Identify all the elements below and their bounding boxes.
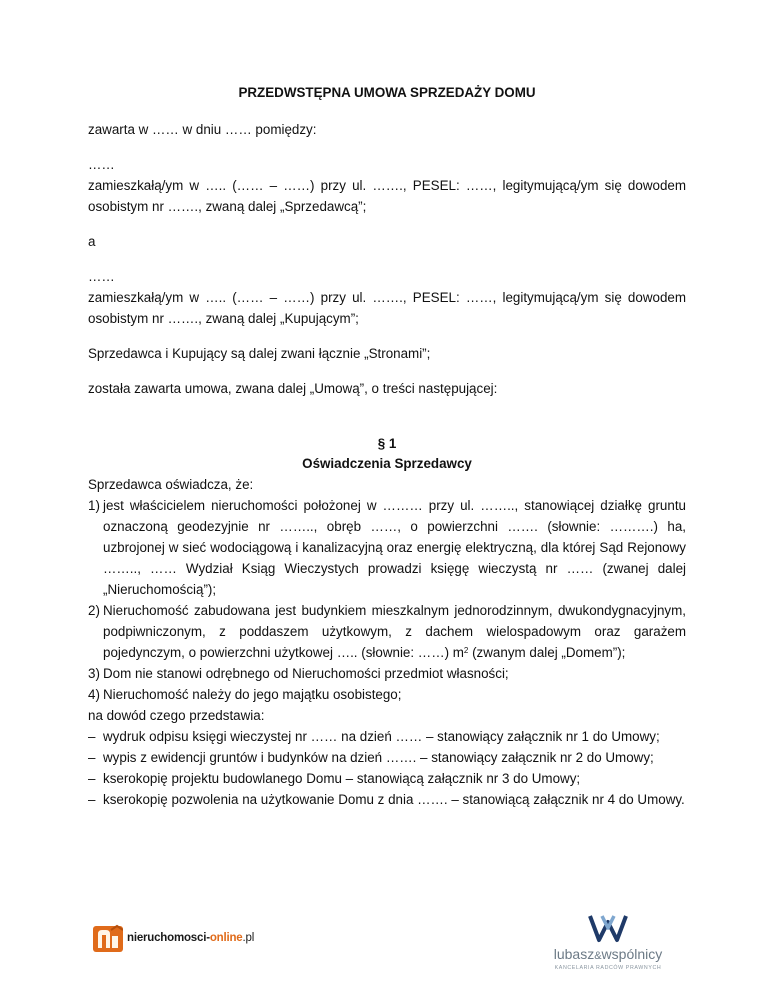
party2-details: zamieszkałą/ym w ….. (…… – ……) przy ul. ……., PESEL: ……, legitymującą/ym się dowodem osobistym nr ……., zwaną dalej „Kupującym”; xyxy=(88,290,686,326)
section1-lead: Sprzedawca oświadcza, że: xyxy=(88,477,254,492)
nieruchomosci-online-logo[interactable] xyxy=(93,924,254,952)
parties-together: Sprzedawca i Kupujący są dalej zwani łącznie „Stronami”; xyxy=(88,346,431,361)
list-item: 2) Nieruchomość zabudowana jest budynkiem mieszkalnym jednorodzinnym, dwukondygnacyjnym, podpiwniczonym, z poddaszem użytkowym, z dachem wielospadowym oraz garażem pojedynczym, o powierzchni użytkowej ….. (słownie: ……) $m^2$ (zwanym dalej „Domem”); xyxy=(88,603,686,660)
list-item: 4) Nieruchomość należy do jego majątku osobistego; xyxy=(88,687,402,702)
section1-number: § 1 xyxy=(377,436,397,451)
party2-name: …… xyxy=(88,269,115,284)
party1-details: zamieszkałą/ym w ….. (…… – ……) przy ul. ……., PESEL: ……, legitymującą/ym się dowodem osobistym nr ……., zwaną dalej „Sprzedawcą”; xyxy=(88,178,686,214)
evidence-lead: na dowód czego przedstawia: xyxy=(88,708,265,723)
list-item: – wypis z ewidencji gruntów i budynków na dzień ……. – stanowiący załącznik nr 2 do Umowy; xyxy=(88,750,654,765)
document-title: PRZEDWSTĘPNA UMOWA SPRZEDAŻY DOMU xyxy=(238,85,536,100)
intro-line: zawarta w …… w dniu …… pomiędzy: xyxy=(88,122,317,137)
concluded-line: została zawarta umowa, zwana dalej „Umową”, o treści następującej: xyxy=(88,381,498,396)
seller-statements-list xyxy=(88,495,686,705)
lw-subtitle: KANCELARIA RADCÓW PRAWNYCH xyxy=(554,965,662,971)
document-body xyxy=(88,84,686,810)
list-item: 1) jest właścicielem nieruchomości położonej w ……… przy ul. …….., stanowiącej działkę gruntu oznaczoną geodezyjnie nr …….., obręb ……, o powierzchni ……. (słownie: ……….) ha, uzbrojonej w sieć wodociągową i kanalizacyjną oraz energię elektryczną, dla której Sąd Rejonowy …….., …… Wydział Ksiąg Wieczystych prowadzi księgę wieczystą nr …… (zwanej dalej „Nieruchomością”); xyxy=(88,498,686,597)
lw-mark-icon xyxy=(588,912,628,944)
house-n-icon xyxy=(93,924,123,952)
party1-name: …… xyxy=(88,157,115,172)
list-item: – kserokopię pozwolenia na użytkowanie Domu z dnia ……. – stanowiącą załącznik nr 4 do Umowy. xyxy=(88,792,685,807)
list-item: – kserokopię projektu budowlanego Domu – stanowiącą załącznik nr 3 do Umowy; xyxy=(88,771,581,786)
list-item: 3) Dom nie stanowi odrębnego od Nieruchomości przedmiot własności; xyxy=(88,666,509,681)
list-item: – wydruk odpisu księgi wieczystej nr …… na dzień …… – stanowiący załącznik nr 1 do Umowy; xyxy=(88,729,660,744)
evidence-list xyxy=(88,726,686,810)
lw-name: lubasz&wspólnicy xyxy=(553,946,663,962)
logo-left-text: nieruchomosci-online.pl xyxy=(127,932,255,944)
lubasz-wspolnicy-logo[interactable] xyxy=(538,912,678,972)
and-word: a xyxy=(88,234,96,249)
section1-heading: Oświadczenia Sprzedawcy xyxy=(302,456,472,471)
